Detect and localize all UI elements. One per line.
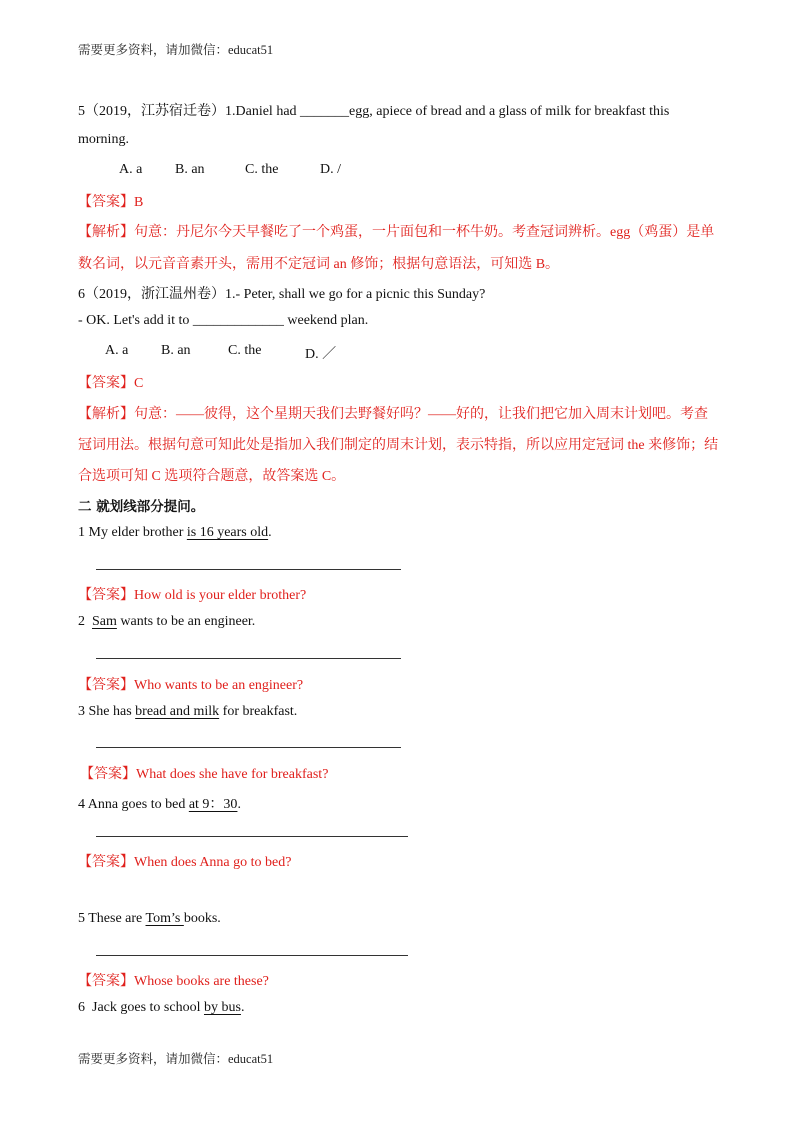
page-footer: 需要更多资料，请加微信：educat51	[78, 1052, 274, 1066]
q6-analysis-line2: 冠词用法。根据句意可知此处是指加入我们制定的周末计划，表示特指，所以应用定冠词 the 来修饰；结	[78, 438, 719, 453]
q6-analysis-line1: 【解析】句意：——彼得，这个星期天我们去野餐好吗？——好的，让我们把它加入周末计划吧。考查	[78, 407, 708, 422]
item1-question	[78, 525, 272, 541]
item5-question	[78, 911, 221, 927]
item3-answer: 【答案】What does she have for breakfast?	[80, 767, 329, 782]
item3-underlined: bread and milk	[135, 704, 220, 719]
item6-post: .	[240, 1000, 245, 1015]
q5-answer: 【答案】B	[78, 195, 144, 210]
item4-pre: 4 Anna goes to bed	[78, 797, 189, 812]
item5-underlined: Tom’s	[145, 911, 184, 926]
q5-analysis-line2: 数名词，以元音音素开头，需用不定冠词 an 修饰；根据句意语法，可知选 B。	[78, 257, 560, 272]
page-header: 需要更多资料，请加微信：educat51	[78, 43, 274, 57]
q6-option-a: A. a	[105, 343, 129, 358]
item4-underlined: at 9：30	[188, 797, 238, 812]
item6-underlined: by bus	[203, 1000, 241, 1015]
item2-question	[78, 614, 255, 630]
q5-prefix: 5（2019，江苏宿迁卷）1.Daniel had	[78, 104, 301, 119]
q5-line1	[78, 100, 723, 120]
q6-option-c: C. the	[228, 343, 262, 358]
item6-question	[78, 1000, 244, 1016]
q5-blank: _______	[300, 104, 350, 119]
q5-option-c: C. the	[245, 162, 279, 177]
item3-post: for breakfast.	[219, 704, 298, 719]
item2-answer: 【答案】Who wants to be an engineer?	[78, 678, 304, 693]
item1-pre: 1 My elder brother	[78, 525, 187, 540]
item1-answer-line	[96, 569, 401, 570]
item5-answer: 【答案】Whose books are these?	[78, 974, 269, 989]
item1-post: .	[268, 525, 272, 540]
q5-option-a: A. a	[119, 162, 143, 177]
item4-answer: 【答案】When does Anna go to bed?	[78, 855, 292, 870]
q5-option-d: D. /	[320, 162, 341, 177]
item2-pre: 2	[78, 614, 92, 629]
q6-answer: 【答案】C	[78, 376, 144, 391]
item5-post: books.	[183, 911, 221, 926]
item3-answer-line	[96, 747, 401, 748]
q6-line1: 6（2019，浙江温州卷）1.- Peter, shall we go for a picnic this Sunday?	[78, 287, 486, 302]
item2-post: wants to be an engineer.	[116, 614, 256, 629]
item1-answer: 【答案】How old is your elder brother?	[78, 588, 307, 603]
q5-suffix: egg, apiece of bread and a glass of milk for breakfast this	[349, 104, 670, 119]
item4-question	[78, 793, 241, 813]
item1-underlined: is 16 years old	[186, 525, 269, 540]
q6-analysis-line3: 合选项可知 C 选项符合题意，故答案选 C。	[78, 469, 346, 484]
q5-option-b: B. an	[175, 162, 205, 177]
q6-option-b: B. an	[161, 343, 191, 358]
item5-answer-line	[96, 955, 408, 956]
item3-pre: 3 She has	[78, 704, 136, 719]
item2-answer-line	[96, 658, 401, 659]
item4-answer-line	[96, 836, 408, 837]
item4-post: .	[237, 797, 241, 812]
item2-underlined: Sam	[92, 614, 117, 629]
item5-pre: 5 These are	[78, 911, 146, 926]
q6-option-d: D. ／	[305, 347, 337, 362]
q5-line2: morning.	[78, 132, 129, 147]
q5-analysis-line1: 【解析】句意：丹尼尔今天早餐吃了一个鸡蛋，一片面包和一杯牛奶。考查冠词辨析。egg（鸡蛋）是单	[78, 225, 715, 240]
item6-pre: 6 Jack goes to school	[78, 1000, 204, 1015]
item3-question	[78, 704, 297, 720]
q6-line2: - OK. Let's add it to _____________ weekend plan.	[78, 313, 369, 328]
section-title: 二 就划线部分提问。	[78, 499, 205, 515]
